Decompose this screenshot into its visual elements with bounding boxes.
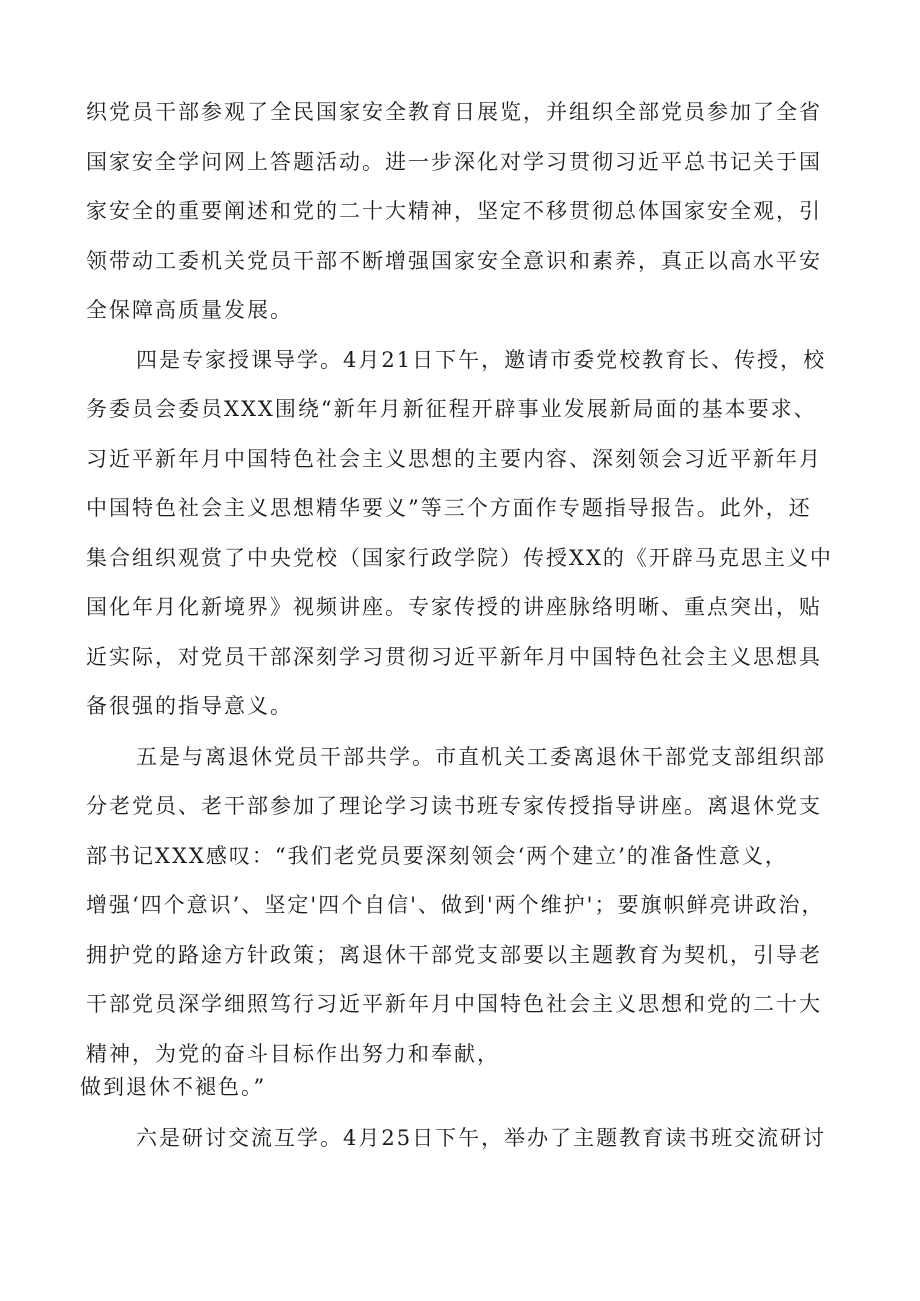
text-line: 六是研讨交流互学。4月25日下午，举办了主题教育读书班交流研讨: [136, 1125, 827, 1150]
paragraph-retired-cadres: [80, 733, 838, 1104]
text-line: 集合组织观赏了中央党校（国家行政学院）传授XX的《开辟马克思主义中: [86, 545, 833, 570]
text-line: 四是专家授课导学。4月21日下午，邀请市委党校教育长、传授，校: [136, 347, 827, 372]
text-line: 国化年月化新境界》视频讲座。专家传授的讲座脉络明晰、重点突出，贴: [86, 595, 822, 619]
text-line: 领带动工委机关党员干部不断增强国家安全意识和素养，真正以高水平安: [86, 248, 822, 273]
text-line: 家安全的重要阐述和党的二十大精神，坚定不移贯彻总体国家安全观，引: [86, 199, 822, 223]
text-line: 近实际，对党员干部深刻学习贯彻习近平新年月中国特色社会主义思想具: [86, 644, 822, 669]
text-line: 中国特色社会主义思想精华要义”等三个方面作专题指导报告。此外，还: [86, 496, 812, 520]
paragraph-expert-lecture: [86, 336, 838, 732]
text-line: 增强‘四个意识’、坚定'四个自信'、做到'两个维护'；要旗帜鲜亮讲政治，: [86, 893, 825, 917]
text-line: 部书记XXX感叹：“我们老党员要深刻领会‘两个建立’的准备性意义，: [86, 843, 788, 868]
text-line: 全保障高质量发展。: [86, 298, 293, 322]
text-line: 分老党员、老干部参加了理论学习读书班专家传授指导讲座。离退休党支: [86, 794, 822, 818]
text-line: 务委员会委员XXX围绕“新年月新征程开辟事业发展新局面的基本要求、: [86, 397, 817, 421]
text-line: 精神，为党的奋斗目标作出努力和奉献，: [86, 1041, 500, 1066]
text-line: 五是与离退休党员干部共学。市直机关工委离退休干部党支部组织部: [136, 744, 826, 769]
document-page: [80, 0, 838, 1163]
text-line: 习近平新年月中国特色社会主义思想的主要内容、深刻领会习近平新年月: [86, 446, 822, 471]
text-line: 备很强的指导意义。: [86, 694, 293, 718]
text-line: 干部党员深学细照笃行习近平新年月中国特色社会主义思想和党的二十大: [86, 992, 822, 1016]
text-line: 织党员干部参观了全民国家安全教育日展览，并组织全部党员参加了全省: [86, 100, 822, 124]
paragraph-discussion: [86, 1114, 838, 1164]
text-line: 拥护党的路途方针政策；离退休干部党支部要以主题教育为契机，引导老: [86, 942, 822, 967]
paragraph-national-security: [86, 88, 838, 336]
text-line: 国家安全学问网上答题活动。进一步深化对学习贯彻习近平总书记关于国: [86, 149, 822, 174]
text-line: 做到退休不褪色。”: [80, 1074, 267, 1099]
